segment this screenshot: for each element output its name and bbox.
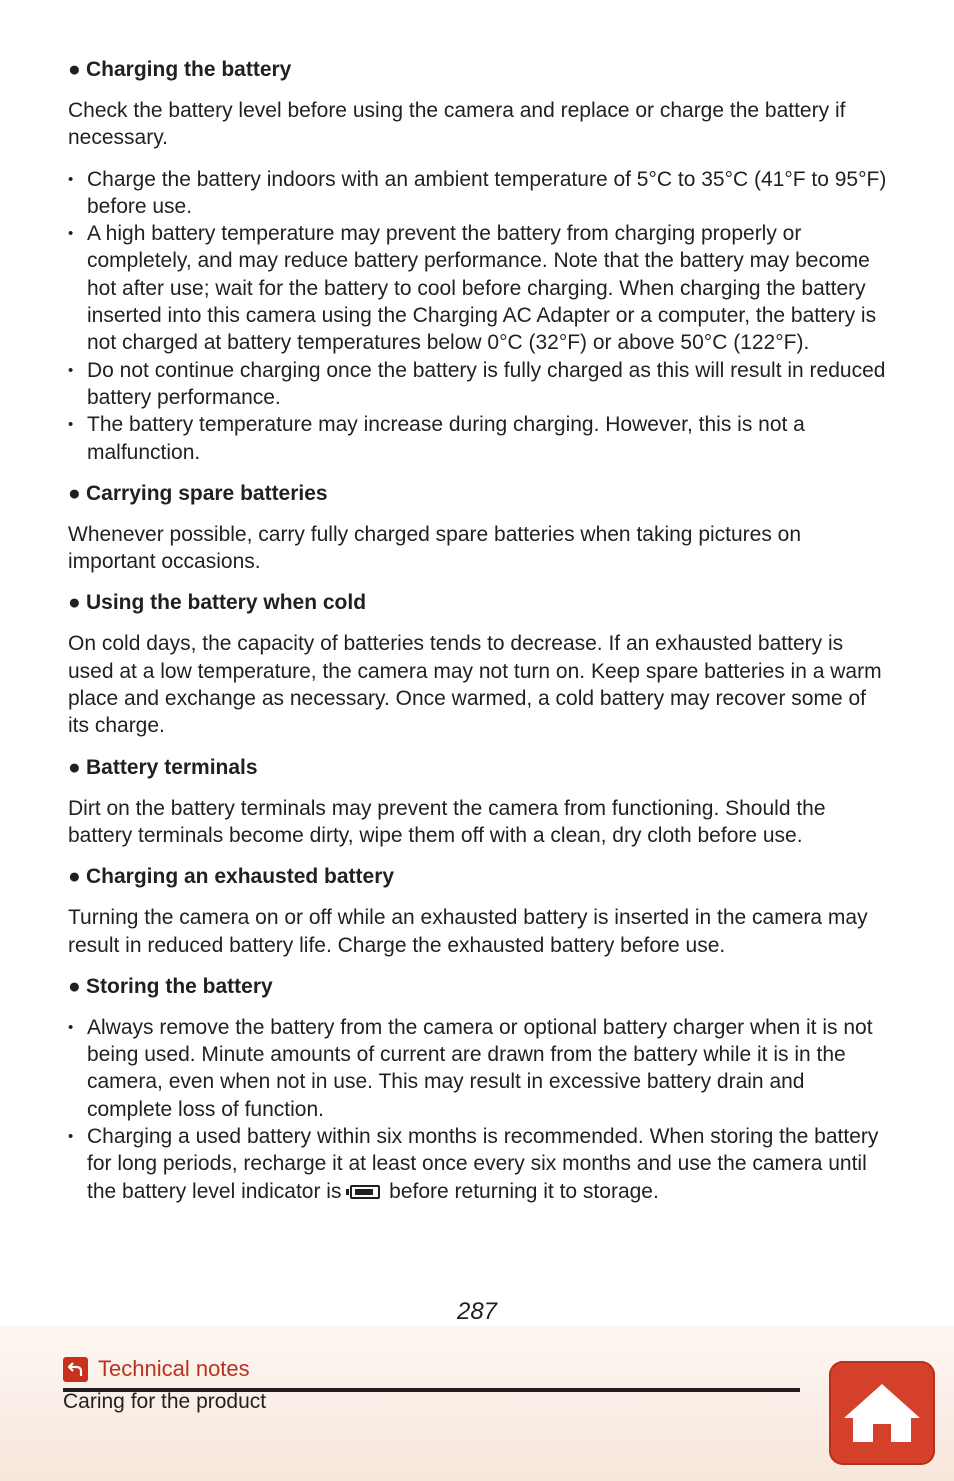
- list-item: • A high battery temperature may prevent the battery from charging properly or completely, and may reduce battery performance. Note that the battery may become hot after use; wait for the battery to cool before charging. When charging the battery inserted into this camera using the Charging AC Adapter or a computer, the battery is not charged at battery temperatures below 0°C (32°F) or above 50°C (122°F).: [68, 220, 888, 356]
- paragraph: Check the battery level before using the camera and replace or charge the battery if necessary.: [68, 99, 846, 150]
- section-heading: ● Battery terminals: [68, 754, 888, 782]
- bullet-list: [68, 166, 888, 466]
- paragraph: Dirt on the battery terminals may prevent the camera from functioning. Should the battery terminals become dirty, wipe them off with a clean, dry cloth before use.: [68, 796, 826, 847]
- technical-notes-link[interactable]: [63, 1356, 250, 1382]
- footer-subtitle: Caring for the product: [63, 1390, 267, 1413]
- section-heading: ● Charging the battery: [68, 56, 888, 84]
- page-number: 287: [456, 1298, 498, 1325]
- back-arrow-icon[interactable]: [63, 1357, 88, 1382]
- bullet-dot: ●: [68, 755, 81, 779]
- bullet-dot: ●: [68, 481, 81, 505]
- paragraph: Turning the camera on or off while an exhausted battery is inserted in the camera may result in reduced battery life. Charge the exhausted battery before use.: [68, 906, 868, 957]
- paragraph: On cold days, the capacity of batteries tends to decrease. If an exhausted battery is used at a low temperature, the camera may not turn on. Keep spare batteries in a warm place and exchange as necessary. Once warmed, a cold battery may recover some of its charge.: [68, 632, 882, 738]
- home-button[interactable]: [829, 1361, 935, 1465]
- section-heading: ● Charging an exhausted battery: [68, 863, 888, 891]
- bullet-dot: ●: [68, 58, 81, 81]
- page-content: [68, 56, 888, 1219]
- list-item: • Always remove the battery from the camera or optional battery charger when it is not being used. Minute amounts of current are drawn from the battery while it is in the camera, even when not in use. This may result in excessive battery drain and complete loss of function.: [68, 1014, 888, 1123]
- home-icon: [840, 1380, 924, 1446]
- battery-half-icon: [350, 1185, 380, 1199]
- paragraph: Whenever possible, carry fully charged spare batteries when taking pictures on important occasions.: [68, 522, 802, 574]
- list-item: • Do not continue charging once the battery is fully charged as this will result in reduced battery performance.: [68, 357, 888, 412]
- list-item: • The battery temperature may increase during charging. However, this is not a malfunction.: [68, 411, 888, 466]
- bullet-dot: ●: [68, 974, 81, 998]
- list-item: • Charging a used battery within six months is recommended. When storing the battery for long periods, recharge it at least once every six months and use the camera until the battery level indicator is before returning it to storage.: [68, 1123, 888, 1205]
- bullet-dot: ●: [68, 591, 81, 615]
- section-heading: ● Using the battery when cold: [68, 589, 888, 617]
- bullet-dot: ●: [68, 865, 81, 889]
- section-heading: ● Carrying spare batteries: [68, 480, 888, 508]
- section-heading: ● Storing the battery: [68, 973, 888, 1001]
- list-item: • Charge the battery indoors with an ambient temperature of 5°C to 35°C (41°F to 95°F) before use.: [68, 166, 888, 221]
- footer-link-label[interactable]: Technical notes: [98, 1356, 250, 1381]
- bullet-list: [68, 1014, 888, 1205]
